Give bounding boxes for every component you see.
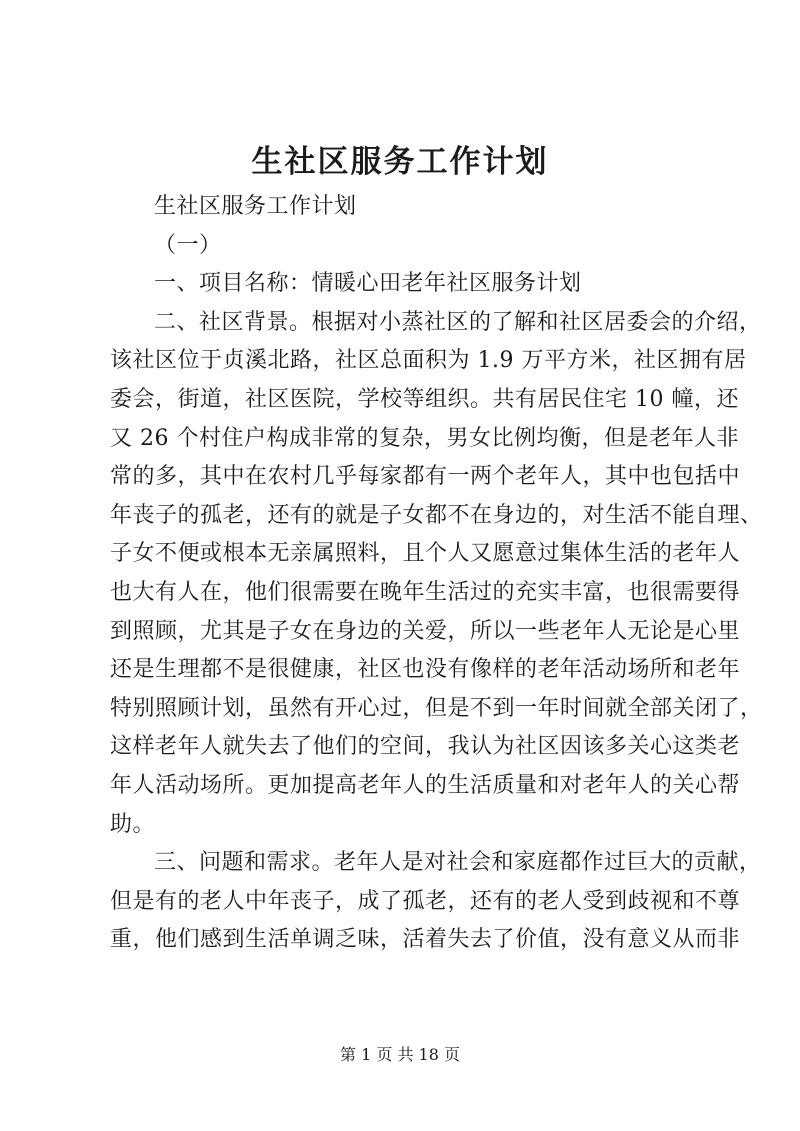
text-line: 还是生理都不是很健康，社区也没有像样的老年活动场所和老年	[110, 657, 741, 683]
text-line: 年丧子的孤老，还有的就是子女都不在身边的，对生活不能自理、	[110, 502, 763, 528]
text-line: 助。	[110, 811, 156, 837]
text-line: 但是有的老人中年丧子，成了孤老，还有的老人受到歧视和不尊	[110, 888, 741, 914]
text-line: 子女不便或根本无亲属照料，且个人又愿意过集体生活的老年人	[110, 541, 741, 567]
text-line: 生社区服务工作计划	[154, 194, 357, 219]
text-line: 三、问题和需求。老年人是对社会和家庭都作过巨大的贡献，	[154, 850, 762, 876]
text-line: 年人活动场所。更加提高老年人的生活质量和对老年人的关心帮	[110, 772, 741, 798]
text-line: 到照顾，尤其是子女在身边的关爱，所以一些老年人无论是心里	[110, 618, 741, 644]
text-line: 委会，街道，社区医院，学校等组织。共有居民住宅 10 幢，还	[110, 386, 739, 412]
text-line: 该社区位于贞溪北路，社区总面积为 1.9 万平方米，社区拥有居	[110, 348, 747, 374]
text-line: 常的多，其中在农村几乎每家都有一两个老年人，其中也包括中	[110, 464, 741, 490]
text-line: 这样老年人就失去了他们的空间，我认为社区因该多关心这类老	[110, 734, 741, 760]
text-line: 二、社区背景。根据对小蒸社区的了解和社区居委会的介绍，	[154, 309, 762, 335]
text-line: （一）	[154, 232, 222, 258]
text-line: 重，他们感到生活单调乏味，活着失去了价值，没有意义从而非	[110, 927, 741, 953]
document-title: 生社区服务工作计划	[251, 144, 549, 180]
text-line: 特别照顾计划，虽然有开心过，但是不到一年时间就全部关闭了，	[110, 695, 763, 721]
page-footer: 第 1 页 共 18 页	[340, 1045, 460, 1064]
text-line: 一、项目名称：情暖心田老年社区服务计划	[154, 271, 582, 297]
document-body	[110, 188, 763, 960]
text-line: 又 26 个村住户构成非常的复杂，男女比例均衡，但是老年人非	[110, 425, 739, 451]
text-line: 也大有人在，他们很需要在晚年生活过的充实丰富，也很需要得	[110, 579, 741, 605]
